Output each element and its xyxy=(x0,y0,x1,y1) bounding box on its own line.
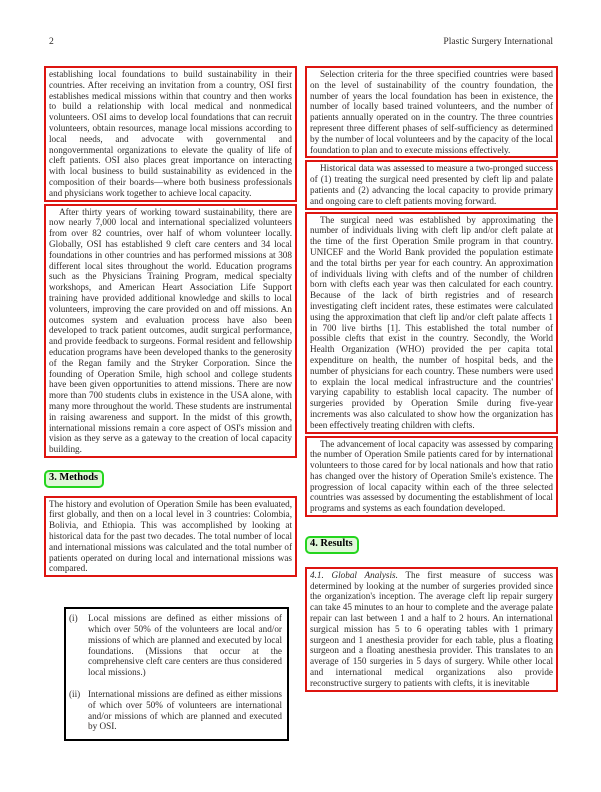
paragraph: Historical data was assessed to measure a two-pronged success of (1) treating the surgical need presented by cleft lip and palate patients and (2) advancing the local capacity to provide primary and ongoing care to cleft patients moving forward. xyxy=(310,163,553,206)
left-column xyxy=(44,66,297,741)
annotation-box-red xyxy=(305,436,558,518)
annotation-box-red xyxy=(305,567,558,692)
paragraph: The advancement of local capacity was assessed by comparing the number of Operation Smile patients cared for by international volunteers to those cared for by local nationals and how that ratio has changed over the history of Operation Smile's existence. The progression of local capacity within each of the three selected countries was assessed by documenting the establishment of local programs and systems as each foundation developed. xyxy=(310,438,553,514)
list-item xyxy=(69,613,282,678)
annotation-box-red xyxy=(305,212,558,434)
paragraph: The history and evolution of Operation Smile has been evaluated, first globally, and then on a local level in 3 countries: Colombia, Bolivia, and Ethiopia. This was accomplished by looking at historical data for the past two decades. The total number of local and international missions was calculated and the total number of patients operated on during local and international missions was compared. xyxy=(49,498,292,574)
list-item-label: (i) xyxy=(69,613,78,624)
heading-row xyxy=(44,470,297,488)
list-item-text: International missions are defined as either missions of which over 50% of volunteers are international and/or missions of which are planned and executed by OSI. xyxy=(88,689,282,732)
page-number: 2 xyxy=(49,36,54,47)
annotation-box-black xyxy=(64,607,289,741)
annotation-box-red xyxy=(305,66,558,158)
paragraph: establishing local foundations to build sustainability in their countries. After receiving an invitation from a country, OSI first establishes medical missions within that country and then works to build a relationship with local medical and nonmedical volunteers. OSI aims to develop local foundations that can recruit volunteers, obtain resources, manage local missions according to local needs, and advocate with governmental and nongovernmental organizations to elevate the quality of life of cleft patients. OSI also places great importance on interacting with local business to build sustainability as evidenced in the composition of their boards—where both business professionals and physicians work together to achieve local capacity. xyxy=(49,69,292,198)
paragraph: Selection criteria for the three specified countries were based on the level of sustainability of the country foundation, the number of years the local foundation has been in existence, the number of locally based trained volunteers, and the number of patients annually operated on in the country. The three countries represent three different phases of self-sufficiency as determined by the number of local volunteers and by the capacity of the local foundation to plan and to execute missions effectively. xyxy=(310,69,553,155)
annotation-box-red xyxy=(44,204,297,458)
page-header xyxy=(49,36,553,47)
paragraph-text: The first measure of success was determined by looking at the number of surgeries provided since the organization's inception. The average cleft lip repair surgery can take 45 minutes to an hour to complete and the average palate repair can last between 1 and a half to 2 hours. An international surgical mission has 5 to 6 operating tables with 1 primary surgeon and 1 anesthesia provider for each table, plus a floating surgeon and a floating anesthesia provider. This translates to an average of 150 surgeries in 5 days of surgery. While other local and international medical organizations also provide reconstructive surgery to patients with clefts, it is inevitable xyxy=(310,569,553,688)
subsection-label: 4.1. Global Analysis. xyxy=(310,569,398,580)
section-heading-methods: 3. Methods xyxy=(44,470,104,488)
annotation-box-red xyxy=(44,496,297,578)
list-item-text: Local missions are defined as either missions of which over 50% of the volunteers are local and/or missions of which are planned and executed by local foundations. (Missions that occur at the comprehensive cleft care centers are thus considered local missions.) xyxy=(88,613,282,678)
annotation-box-red xyxy=(44,66,297,202)
section-heading-results: 4. Results xyxy=(305,536,359,554)
journal-title: Plastic Surgery International xyxy=(443,36,553,47)
list-item xyxy=(69,689,282,732)
right-column xyxy=(305,66,558,694)
paragraph xyxy=(310,570,553,689)
paragraph: After thirty years of working toward sustainability, there are now nearly 7,000 local and international specialized volunteers from over 82 countries, over half of whom volunteer locally. Globally, OSI has established 9 cleft care centers and 34 local foundations in other countries and has performed missions at 308 different local sites throughout the world. Education programs such as the Physicians Training Program, medical specialty workshops, and American Heart Association Life Support training have provided additional knowledge and skills to local volunteers, improving the care provided on and off missions. An outcomes system and evaluation process have also been developed to track patient outcomes, audit surgical performance, and provide feedback to surgeons. Formal resident and fellowship education programs have been developed thanks to the generosity of the Regan family and the Stryker Corporation. Since the founding of Operation Smile, high school and college students have been given opportunities to attend missions. There are now more than 700 students clubs in existence in the USA alone, with many more throughout the world. These students are instrumental in raising awareness and support. In the midst of this growth, international missions remain a core aspect of OSI's mission and vision as they serve as a gateway to the creation of local capacity building. xyxy=(49,206,292,455)
heading-row xyxy=(305,536,558,554)
list-item-label: (ii) xyxy=(69,689,81,700)
annotation-box-red xyxy=(305,160,558,209)
paragraph: The surgical need was established by approximating the number of individuals living with cleft lip and/or cleft palate at the time of the first Operation Smile program in that country. UNICEF and the World Bank provided the population estimate and the total births per year for each country. An approximation of individuals living with clefts and of the number of children born with clefts each year was then calculated for each country. Because of the lack of birth registries and of research investigating cleft incident rates, these estimates were calculated using the approximation that cleft lip and/or cleft palate affects 1 in 700 live births [1]. This established the total number of possible clefts that exist in the country. Secondly, the World Health Organization (WHO) provided the per capita total expenditure on health, the number of hospital beds, and the number of physicians for each country. These numbers were used to explain the local medical infrastructure and the countries' varying capability to establish local capacity. The number of surgeries provided by Operation Smile during five-year increments was also calculated to show how the organization has been effectively treating children with clefts. xyxy=(310,214,553,430)
